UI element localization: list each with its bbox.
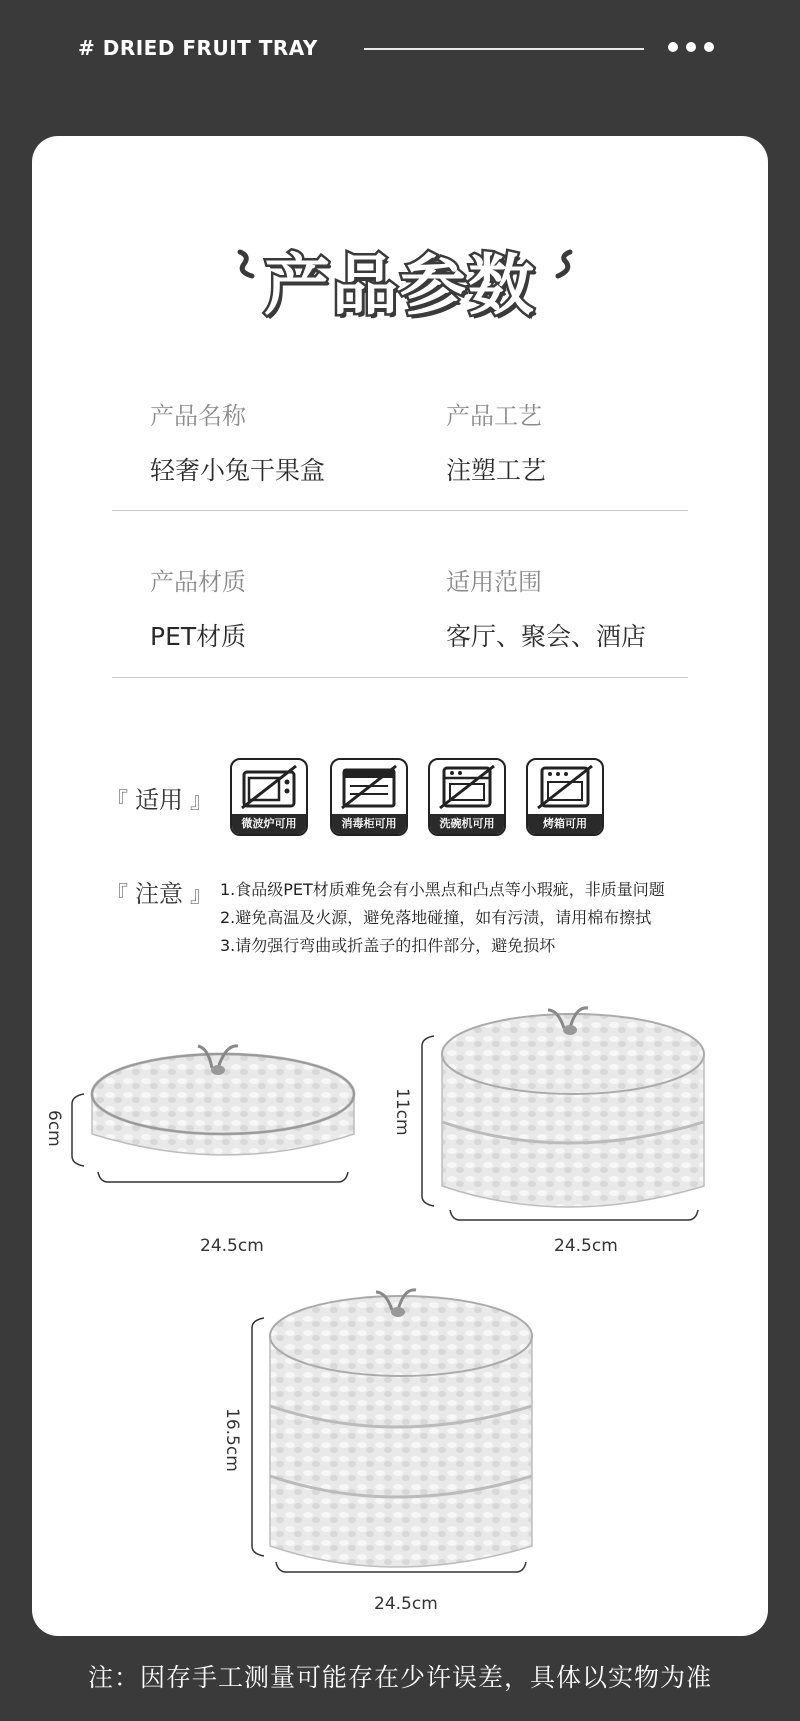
- top-header: [0, 0, 800, 100]
- oven-label: 烤箱可用: [528, 814, 602, 834]
- microwave-item: [230, 758, 308, 836]
- param-value: PET材质: [150, 622, 247, 651]
- sterilizer-icon: [332, 760, 406, 814]
- notice-line: 1.食品级PET材质难免会有小黑点和凸点等小瑕疵，非质量问题: [220, 880, 665, 899]
- param-name: [150, 396, 325, 487]
- param-scope: [446, 562, 646, 653]
- divider: [112, 510, 688, 511]
- notice-label: 注意: [135, 880, 183, 908]
- param-craft: [446, 396, 546, 487]
- sterilizer-item: [330, 758, 408, 836]
- triple-height-label: 16.5cm: [222, 1408, 242, 1472]
- dishwasher-item: [428, 758, 506, 836]
- dishwasher-label: 洗碗机可用: [430, 814, 504, 834]
- notice-heading: 『 注意 』: [106, 880, 212, 908]
- param-label: 适用范围: [446, 568, 542, 596]
- param-material: [150, 562, 246, 653]
- brand-title: # DRIED FRUIT TRAY: [78, 36, 318, 60]
- param-value: 注塑工艺: [446, 456, 547, 485]
- triple-width-label: 24.5cm: [374, 1594, 438, 1614]
- param-label: 产品材质: [150, 568, 246, 596]
- divider: [112, 677, 688, 678]
- applicable-label: 适用: [135, 786, 183, 814]
- notice-list: [220, 876, 665, 960]
- microwave-icon: [232, 760, 306, 814]
- param-label: 产品工艺: [446, 402, 542, 430]
- single-tray: [72, 1046, 354, 1182]
- parameter-card: [32, 136, 768, 1636]
- sterilizer-label: 消毒柜可用: [332, 814, 406, 834]
- notice-line: 3.请勿强行弯曲或折盖子的扣件部分，避免损坏: [220, 936, 556, 955]
- double-width-label: 24.5cm: [554, 1236, 618, 1256]
- right-squiggle-icon: [540, 248, 580, 284]
- oven-icon: [528, 760, 602, 814]
- triple-tray: [252, 1290, 532, 1572]
- microwave-label: 微波炉可用: [232, 814, 306, 834]
- param-value: 客厅、聚会、酒店: [446, 622, 647, 651]
- notice-line: 2.避免高温及火源，避免落地碰撞，如有污渍，请用棉布擦拭: [220, 908, 652, 927]
- param-value: 轻奢小兔干果盒: [150, 456, 326, 485]
- oven-item: [526, 758, 604, 836]
- dishwasher-icon: [430, 760, 504, 814]
- single-height-label: 6cm: [44, 1110, 64, 1147]
- param-label: 产品名称: [150, 402, 246, 430]
- header-divider: [364, 48, 644, 50]
- title-wrap: [32, 232, 768, 327]
- double-height-label: 11cm: [392, 1088, 412, 1136]
- footer-note: 注：因存手工测量可能存在少许误差，具体以实物为准: [87, 1663, 712, 1692]
- applicable-heading: 『 适用 』: [106, 786, 212, 814]
- double-tray: [422, 1008, 704, 1220]
- single-width-label: 24.5cm: [200, 1236, 264, 1256]
- more-dots-icon: [668, 42, 714, 52]
- page-title: 产品参数: [264, 247, 536, 324]
